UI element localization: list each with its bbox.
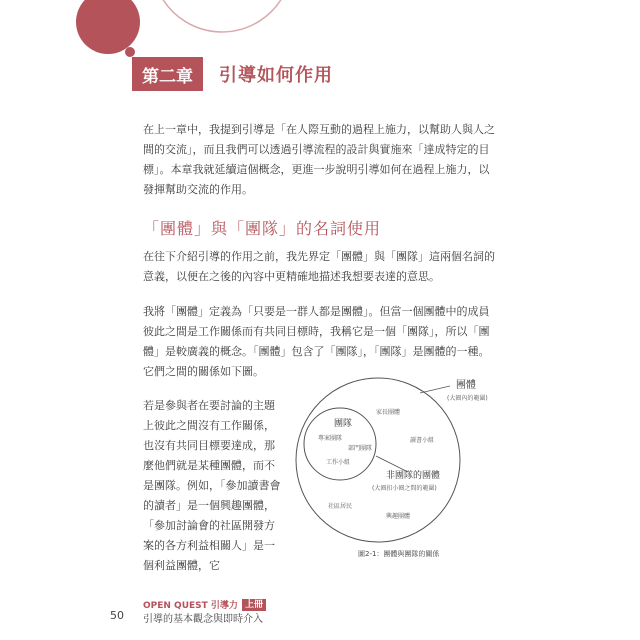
- decorative-circles: [0, 0, 300, 60]
- chapter-heading: [132, 56, 333, 92]
- group-item-residents: 社區居民: [328, 503, 353, 510]
- team-label: 團隊: [334, 419, 353, 429]
- group-circle: [296, 378, 460, 542]
- series-title: OPEN QUEST 引導力: [143, 601, 238, 611]
- section-heading: 「團體」與「團隊」的名詞使用: [143, 219, 382, 238]
- group-sub-label: (大圈內的範圍): [447, 395, 488, 402]
- diagram-caption: 圖2-1：團體與團隊的關係: [358, 550, 440, 558]
- group-item-reading: 讀書小組: [410, 437, 435, 444]
- group-label: 團體: [456, 380, 476, 391]
- chapter-title: 引導如何作用: [219, 65, 333, 86]
- section-paragraph-1: 在往下介紹引導的作用之前，我先界定「團體」與「團隊」這兩個名詞的意義，以便在之後的內容中更精確地描述我想要表達的意思。: [143, 250, 495, 283]
- volume-badge: 上冊: [242, 599, 266, 611]
- group-team-diagram: [290, 374, 500, 574]
- deco-arc: [162, 0, 282, 32]
- team-item-workgroup: 工作小組: [326, 459, 351, 466]
- team-item-department: 部門團隊: [348, 445, 373, 452]
- section-paragraph-2: 我將「團體」定義為「只要是一群人都是團體」。但當一個團體中的成員彼此之間是工作關係而有共同目標時，我稱它是一個「團隊」，所以「團體」是較廣義的概念。「團體」包含了「團隊」，「團隊」是團體的一種。它們之間的關係如下圖。: [143, 305, 490, 378]
- team-item-project: 專案團隊: [318, 435, 343, 442]
- intro-paragraph: 在上一章中，我提到引導是「在人際互動的過程上施力，以幫助人與人之間的交流」，而且我們可以透過引導流程的設計與實施來「達成特定的目標」。本章我就延續這個概念，更進一步說明引導如何在過程上施力，以發揮幫助交流的作用。: [143, 123, 495, 196]
- group-item-interest: 興趣團體: [386, 513, 411, 520]
- group-label-leader: [420, 386, 450, 393]
- chapter-number-badge: 第二章: [132, 57, 203, 91]
- non-team-sub-label: (大圈扣小圈之間的範圍): [372, 485, 437, 492]
- group-item-parents: 家長團體: [376, 409, 401, 416]
- footer-subtitle: 引導的基本觀念與即時介入: [143, 614, 263, 625]
- deco-circle-large: [76, 0, 140, 54]
- non-team-label: 非團隊的團體: [386, 471, 441, 481]
- team-label-leader: [376, 456, 408, 472]
- section-paragraph-3: 若是參與者在要討論的主題上彼此之間沒有工作關係，也沒有共同目標要達成，那麼他們就是某種團體，而不是團隊。例如，「參加讀書會的讀者」是一個興趣團體，「參加討論會的社區開發方案的各方利益相關人」是一個利益團體，它: [143, 399, 281, 572]
- page-number: 50: [110, 609, 124, 622]
